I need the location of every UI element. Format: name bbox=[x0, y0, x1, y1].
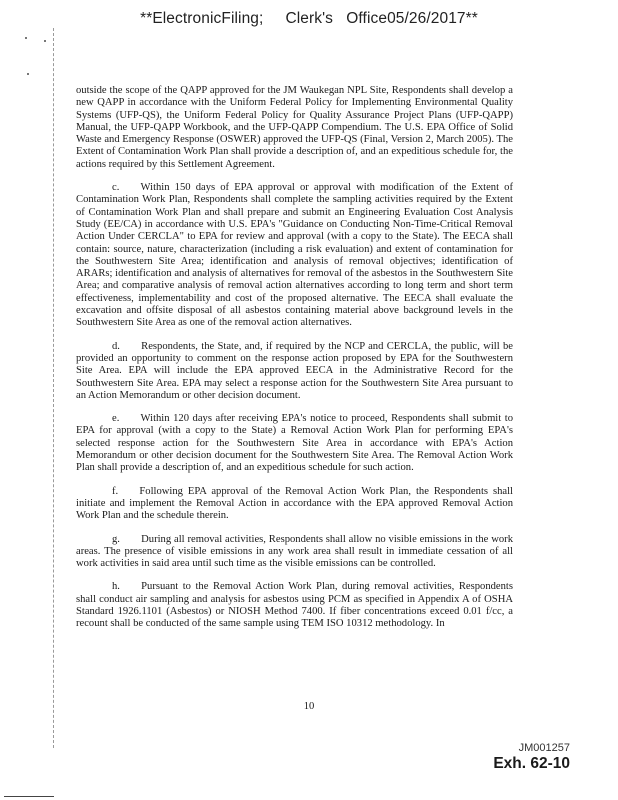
scan-speck bbox=[25, 37, 27, 39]
paragraph-c: c. Within 150 days of EPA approval or approval with modification of the Extent of Contamination Work Plan, Respondents shall complete the sampling activities required by the Extent of Contamination Work Plan and shall prepare and submit an Engineering Evaluation Cost Analysis Study (EE/CA) in accordance with U.S. EPA's "Guidance on Conducting Non-Time-Critical Removal Action Under CERCLA" to EPA for review and approval (with a copy to the State). The EECA shall contain: source, nature, characterization (including a risk evaluation) and extent of contamination for the Southwestern Site Area; identification and analysis of removal objectives; identification of ARARs; identification and analysis of alternatives for removal of the asbestos in the Southwestern Site Area; and comparative analysis of removal action alternatives according to long term and short term effectiveness, implementability and cost of the proposed alternative. The EECA shall evaluate the excavation and offsite disposal of all asbestos containing material above background levels in the Southwestern Site Area as one of the removal action alternatives. bbox=[76, 182, 513, 329]
paragraph-e: e. Within 120 days after receiving EPA's notice to proceed, Respondents shall submit to EPA for approval (with a copy to the State) a Removal Action Work Plan for performing EPA's selected response action for the Southwestern Site Area in accordance with EPA's Action Memorandum or other decision document for the Southwestern Site Area. The Removal Action Work Plan shall provide a description of, and an expeditious schedule for such action. bbox=[76, 413, 513, 474]
paragraph-continuation: outside the scope of the QAPP approved for the JM Waukegan NPL Site, Respondents shall develop a new QAPP in accordance with the Uniform Federal Policy for Implementing Environmental Quality Systems (UFP-QS), the Uniform Federal Policy for Quality Assurance Project Plans (UFP-QAPP) Manual, the UFP-QAPP Workbook, and the UFP-QAPP Compendium. The U.S. EPA Office of Solid Waste and Emergency Response (OSWER) approved the UFP-QS (Final, Version 2, March 2005). The Extent of Contamination Work Plan shall provide a description of, and an expeditious schedule for, the actions required by this Settlement Agreement. bbox=[76, 85, 513, 170]
paragraph-g: g. During all removal activities, Respondents shall allow no visible emissions in the work areas. The presence of visible emissions in any work area shall result in immediate cessation of all work activities in said area until such time as the visible emissions can be controlled. bbox=[76, 533, 513, 570]
paragraph-label: f. bbox=[112, 485, 119, 497]
bates-number: JM001257 bbox=[518, 742, 570, 754]
page-number: 10 bbox=[303, 701, 315, 712]
scan-speck bbox=[27, 73, 29, 75]
paragraph-h: h. Pursuant to the Removal Action Work Plan, during removal activities, Respondents shall conduct air sampling and analysis for asbestos using PCM as specified in Appendix A of OSHA Standard 1926.1101 (Asbestos) or NIOSH Method 7400. If fiber concentrations exceed 0.01 f/cc, a recount shall be conducted of the same sample using TEM ISO 10312 methodology. In bbox=[76, 581, 513, 630]
paragraph-d: d. Respondents, the State, and, if required by the NCP and CERCLA, the public, will be provided an opportunity to comment on the response action proposed by EPA for the Southwestern Site Area. EPA will include the EPA approved EECA in the Administrative Record for the Southwestern Site Area. EPA may select a response action for the Southwestern Site Area pursuant to an Action Memorandum or other decision document. bbox=[76, 340, 513, 401]
paragraph-label: h. bbox=[112, 581, 120, 593]
paragraph-label: g. bbox=[112, 533, 120, 545]
clerk-label: Clerk's bbox=[285, 10, 334, 27]
exhibit-label: Exh. 62-10 bbox=[493, 755, 570, 772]
paragraph-label: d. bbox=[112, 340, 120, 352]
office-date-stamp: Office05/26/2017** bbox=[346, 10, 478, 27]
paragraph-f: f. Following EPA approval of the Removal Action Work Plan, the Respondents shall initiate and implement the Removal Action in accordance with the EPA approved Removal Action Work Plan and the schedule therein. bbox=[76, 485, 513, 522]
document-body bbox=[76, 85, 513, 642]
paragraph-label: c. bbox=[112, 182, 120, 194]
paragraph-label: e. bbox=[112, 413, 120, 425]
scan-speck bbox=[44, 40, 46, 42]
electronic-filing-header bbox=[0, 10, 618, 28]
binding-margin-line bbox=[53, 28, 54, 748]
filing-stamp: **ElectronicFiling; bbox=[140, 10, 264, 27]
footer-rule bbox=[4, 796, 54, 797]
